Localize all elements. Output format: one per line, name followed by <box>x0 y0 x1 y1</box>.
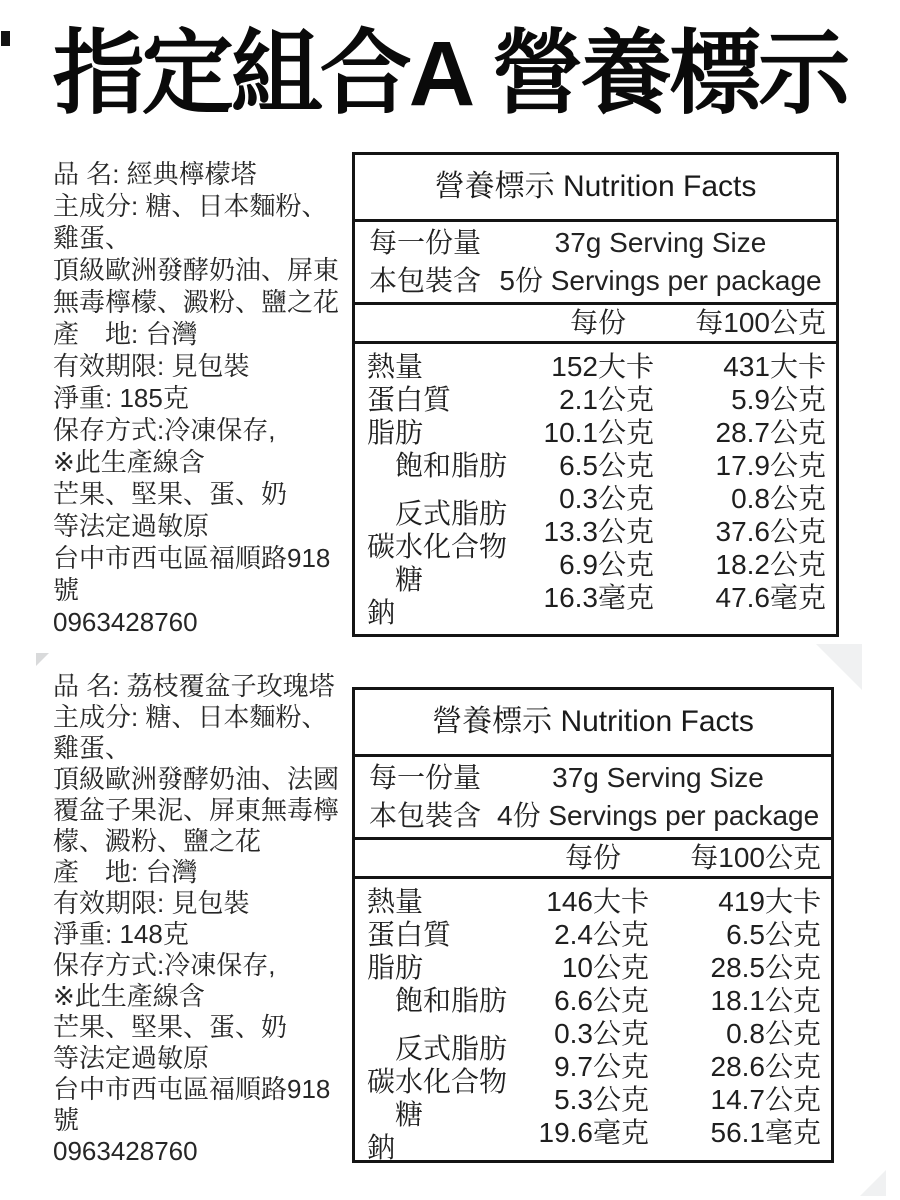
per-serving-value: 6.9公克 <box>559 549 654 580</box>
table-title: 營養標示 Nutrition Facts <box>355 155 836 222</box>
nutrient-label: 鈉 <box>367 597 396 628</box>
origin-line: 產 地: 台灣 <box>53 319 198 349</box>
ingredients-line: 雞蛋、 <box>53 223 132 253</box>
per-serving-value: 6.5公克 <box>559 450 654 481</box>
per-100g-value: 28.5公克 <box>710 952 821 983</box>
phone-line: 0963428760 <box>53 1136 198 1166</box>
servings-value: 4份 Servings per package <box>497 800 820 831</box>
phone-line: 0963428760 <box>53 607 198 637</box>
servings-value: 5份 Servings per package <box>499 265 822 296</box>
net-weight-line: 淨重: 148克 <box>53 919 189 949</box>
nutrient-label: 熱量 <box>367 351 424 382</box>
ingredients-line: 頂級歐洲發酵奶油、法國 <box>53 764 340 794</box>
serving-size-value: 37g Serving Size <box>552 762 764 793</box>
allergen-line: 芒果、堅果、蛋、奶 <box>53 1012 288 1042</box>
ingredients-line: 主成分: 糖、日本麵粉、 <box>53 191 328 221</box>
table-title: 營養標示 Nutrition Facts <box>355 690 831 757</box>
per-100g-value: 18.2公克 <box>715 549 826 580</box>
per-100g-value: 47.6毫克 <box>715 582 826 613</box>
nutrition-facts-table-1 <box>352 152 839 637</box>
per-100g-value: 37.6公克 <box>715 516 826 547</box>
nutrient-labels-column <box>367 885 535 1164</box>
per-serving-header: 每份 <box>564 842 621 873</box>
per-100g-value: 56.1毫克 <box>710 1117 821 1148</box>
ingredients-line: 覆盆子果泥、屏東無毒檸 <box>53 795 340 825</box>
per-serving-value: 16.3毫克 <box>543 582 654 613</box>
nutrient-label: 鈉 <box>367 1132 396 1163</box>
per-100g-value: 18.1公克 <box>710 985 821 1016</box>
per-serving-value: 10公克 <box>561 952 649 983</box>
nutrient-label: 蛋白質 <box>367 384 452 415</box>
per-100g-value: 431大卡 <box>723 351 826 382</box>
per-serving-value: 2.4公克 <box>554 919 649 950</box>
table-row <box>535 416 826 449</box>
per-100g-value: 28.6公克 <box>710 1051 821 1082</box>
per-100g-value: 6.5公克 <box>726 919 821 950</box>
nutrient-data-section <box>355 879 831 1164</box>
per-serving-value: 10.1公克 <box>543 417 654 448</box>
serving-info-section <box>355 757 831 840</box>
table-row <box>535 1116 821 1149</box>
serving-size-value: 37g Serving Size <box>554 227 767 258</box>
table-row <box>535 984 821 1017</box>
product-name-line: 品 名: 荔枝覆盆子玫瑰塔 <box>53 671 335 701</box>
table-row <box>535 383 826 416</box>
nutrient-label: 脂肪 <box>367 417 424 448</box>
serving-size-row <box>369 759 819 797</box>
ingredients-line: 主成分: 糖、日本麵粉、 <box>53 702 328 732</box>
allergen-line: ※此生產線含 <box>53 981 205 1011</box>
column-header-row <box>355 840 831 879</box>
per-serving-value: 2.1公克 <box>559 384 654 415</box>
servings-per-package-row <box>369 797 819 835</box>
table-row <box>535 482 826 515</box>
table-row <box>535 449 826 482</box>
allergen-line: 等法定過敏原 <box>53 1043 210 1073</box>
table-row <box>535 1083 821 1116</box>
per-serving-value: 152大卡 <box>551 351 654 382</box>
per-serving-value: 19.6毫克 <box>538 1117 649 1148</box>
page-title: 指定組合A 營養標示 <box>52 23 848 125</box>
nutrient-values-column <box>535 885 821 1164</box>
nutrient-labels-column <box>367 350 535 629</box>
serving-size-row <box>369 224 824 262</box>
table-row <box>535 1017 821 1050</box>
ingredients-line: 檬、澱粉、鹽之花 <box>53 826 262 856</box>
nutrient-label: 熱量 <box>367 886 424 917</box>
table-row <box>535 951 821 984</box>
product-name-line: 品 名: 經典檸檬塔 <box>53 159 257 189</box>
address-line: 號 <box>53 1105 80 1135</box>
table-row <box>535 581 826 614</box>
nutrient-label: 脂肪 <box>367 952 424 983</box>
expiry-line: 有效期限: 見包裝 <box>53 351 250 381</box>
per-serving-value: 0.3公克 <box>559 483 654 514</box>
table-row <box>535 548 826 581</box>
product1-info-column <box>53 158 339 638</box>
nutrient-label: 飽和脂肪 <box>395 450 508 481</box>
nutrient-label: 蛋白質 <box>367 919 452 950</box>
serving-size-label: 每一份量 <box>369 227 482 258</box>
address-line: 號 <box>53 575 80 605</box>
servings-label: 本包裝含 <box>369 265 482 296</box>
nutrient-label: 反式脂肪 <box>395 498 508 529</box>
product2-info-column <box>53 671 339 1167</box>
per-100g-header: 每100公克 <box>690 842 821 873</box>
table-row <box>535 515 826 548</box>
per-100g-value: 419大卡 <box>718 886 821 917</box>
column-header-row <box>355 305 836 344</box>
per-serving-value: 13.3公克 <box>543 516 654 547</box>
nutrient-label: 碳水化合物 <box>367 531 508 562</box>
ingredients-line: 無毒檸檬、澱粉、鹽之花 <box>53 287 340 317</box>
net-weight-line: 淨重: 185克 <box>53 383 189 413</box>
servings-label: 本包裝含 <box>369 800 482 831</box>
per-serving-value: 5.3公克 <box>554 1084 649 1115</box>
nutrient-label: 反式脂肪 <box>395 1033 508 1064</box>
page-curl-artifact <box>860 1170 886 1196</box>
allergen-line: 芒果、堅果、蛋、奶 <box>53 479 288 509</box>
per-100g-value: 28.7公克 <box>715 417 826 448</box>
per-100g-value: 0.8公克 <box>731 483 826 514</box>
origin-line: 產 地: 台灣 <box>53 857 198 887</box>
allergen-line: ※此生產線含 <box>53 447 205 477</box>
table-row <box>535 1050 821 1083</box>
per-serving-value: 6.6公克 <box>554 985 649 1016</box>
ingredients-line: 頂級歐洲發酵奶油、屏東 <box>53 255 340 285</box>
expiry-line: 有效期限: 見包裝 <box>53 888 250 918</box>
nutrient-data-section <box>355 344 836 629</box>
page-curl-artifact <box>36 653 49 666</box>
per-serving-header: 每份 <box>569 307 626 338</box>
servings-per-package-row <box>369 262 824 300</box>
allergen-line: 等法定過敏原 <box>53 511 210 541</box>
nutrient-label: 糖 <box>395 1099 424 1130</box>
per-100g-value: 5.9公克 <box>731 384 826 415</box>
address-line: 台中市西屯區福順路918 <box>53 1074 331 1104</box>
storage-line: 保存方式:冷凍保存, <box>53 415 276 445</box>
per-100g-value: 14.7公克 <box>710 1084 821 1115</box>
per-serving-value: 9.7公克 <box>554 1051 649 1082</box>
page-curl-artifact <box>816 644 862 690</box>
table-row <box>535 350 826 383</box>
per-serving-value: 146大卡 <box>546 886 649 917</box>
ingredients-line: 雞蛋、 <box>53 733 132 763</box>
table-row <box>535 885 821 918</box>
per-100g-header: 每100公克 <box>695 307 826 338</box>
table-row <box>535 918 821 951</box>
nutrition-facts-table-2 <box>352 687 834 1163</box>
per-serving-value: 0.3公克 <box>554 1018 649 1049</box>
nutrient-label: 糖 <box>395 564 424 595</box>
serving-size-label: 每一份量 <box>369 762 482 793</box>
per-100g-value: 0.8公克 <box>726 1018 821 1049</box>
address-line: 台中市西屯區福順路918 <box>53 543 331 573</box>
nutrient-label: 碳水化合物 <box>367 1066 508 1097</box>
per-100g-value: 17.9公克 <box>715 450 826 481</box>
storage-line: 保存方式:冷凍保存, <box>53 950 276 980</box>
nutrient-label: 飽和脂肪 <box>395 985 508 1016</box>
serving-info-section <box>355 222 836 305</box>
nutrient-values-column <box>535 350 826 629</box>
